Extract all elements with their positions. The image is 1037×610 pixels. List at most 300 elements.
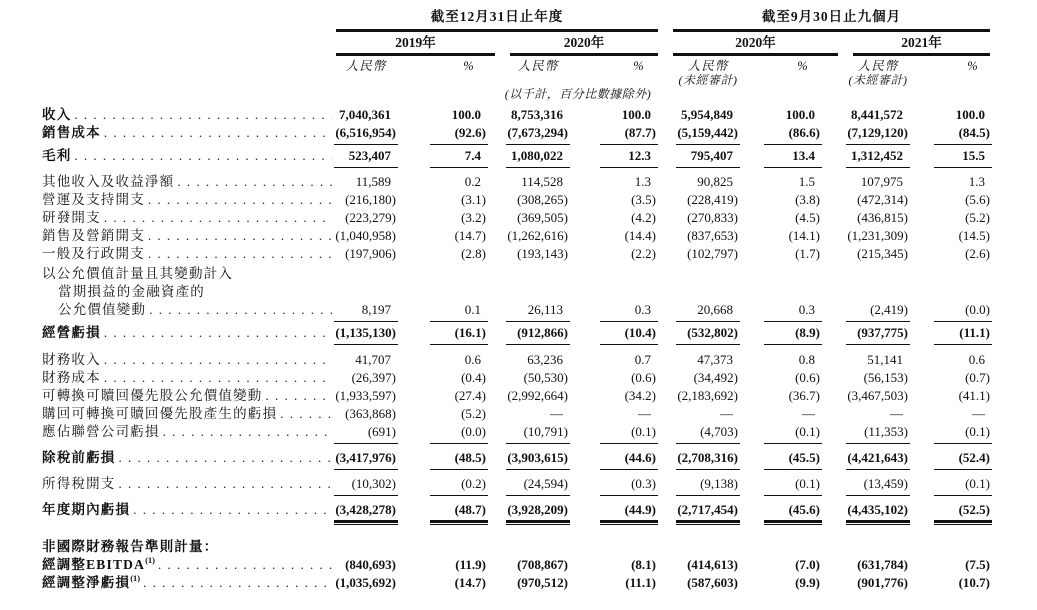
value-cell: 11,589 — [355, 174, 391, 189]
unaudited-note: (未經審計) — [678, 73, 738, 87]
column-rule — [0, 493, 1037, 498]
row-label: 其他收入及收益淨額 — [42, 174, 175, 189]
year-rule — [510, 53, 658, 56]
value-cell: (10.4) — [624, 325, 656, 340]
value-cell: (34.2) — [624, 388, 656, 403]
value-cell: (4,421,643) — [847, 450, 908, 465]
value-cell: 523,407 — [348, 148, 391, 163]
value-cell: (3.2) — [461, 210, 486, 225]
value-cell: (691) — [367, 424, 396, 439]
leader-dots — [104, 124, 332, 142]
row-label: 經調整EBITDA$^{(1)}$ — [42, 555, 155, 572]
value-cell: (48.7) — [454, 502, 486, 517]
rule-segment — [430, 469, 488, 471]
value-cell: (0.0) — [461, 424, 486, 439]
value-cell: (0.1) — [795, 424, 820, 439]
table-row — [0, 209, 1037, 227]
leader-dots — [104, 351, 332, 369]
row-label-cell — [0, 265, 332, 283]
value-cell: 0.3 — [798, 302, 815, 317]
row-label-cell — [0, 556, 332, 574]
value-cell: 47,373 — [697, 352, 733, 367]
value-cell: 15.5 — [962, 148, 985, 163]
table-row — [0, 538, 1037, 556]
value-cell: (27.4) — [454, 388, 486, 403]
rule-segment — [506, 144, 570, 146]
leader-dots — [104, 369, 332, 387]
value-cell: (13,459) — [863, 476, 908, 491]
leader-dots — [104, 209, 332, 227]
value-cell: (10,791) — [523, 424, 568, 439]
rule-segment — [334, 167, 398, 169]
value-cell: (2.2) — [631, 246, 656, 261]
leader-dots — [163, 423, 332, 441]
value-cell: 100.0 — [621, 107, 651, 122]
row-label: 毛利 — [42, 148, 72, 163]
column-rule — [0, 342, 1037, 347]
table-row — [0, 124, 1037, 142]
value-cell: 26,113 — [527, 302, 563, 317]
row-label: 應佔聯營公司虧損 — [42, 424, 160, 439]
rule-segment — [934, 344, 992, 346]
row-label: 可轉換可贖回優先股公允價值變動 — [42, 388, 263, 403]
value-cell: (0.6) — [631, 370, 656, 385]
value-cell: (48.5) — [454, 450, 486, 465]
row-label-cell — [0, 106, 332, 124]
value-cell: (193,143) — [517, 246, 568, 261]
rule-segment — [506, 321, 570, 323]
value-cell: (223,279) — [345, 210, 396, 225]
rule-segment — [934, 443, 992, 445]
rule-segment — [846, 469, 910, 471]
value-cell: (9,138) — [700, 476, 738, 491]
rule-segment — [676, 144, 740, 146]
rule-segment — [934, 495, 992, 497]
rule-segment — [764, 469, 822, 471]
year-header-2020fy: 2020年 — [563, 35, 605, 50]
value-cell: 8,197 — [361, 302, 391, 317]
double-total-rule — [0, 519, 1037, 528]
currency-header: 人民幣 — [345, 59, 387, 73]
table-row — [0, 147, 1037, 165]
row-label: 購回可轉換可贖回優先股產生的虧損 — [42, 406, 278, 421]
value-cell: (14.7) — [454, 228, 486, 243]
row-label-cell — [0, 369, 332, 387]
table-row — [0, 574, 1037, 592]
row-label-cell — [0, 245, 332, 263]
table-row — [0, 501, 1037, 519]
table-row — [0, 405, 1037, 423]
value-cell: — — [802, 406, 815, 421]
value-cell: (4,703) — [700, 424, 738, 439]
rule-segment — [764, 144, 822, 146]
leader-dots — [177, 173, 332, 191]
rule-segment — [430, 344, 488, 346]
value-cell: (52.4) — [958, 450, 990, 465]
value-cell: (45.5) — [788, 450, 820, 465]
value-cell: (0.0) — [965, 302, 990, 317]
row-label-cell — [0, 405, 332, 423]
value-cell: (5.6) — [965, 192, 990, 207]
row-label: 經營虧損 — [42, 325, 101, 340]
row-label: 以公允價值計量且其變動計入 — [42, 266, 234, 281]
value-cell: 0.7 — [634, 352, 651, 367]
rule-segment — [600, 520, 658, 523]
value-cell: (0.4) — [461, 370, 486, 385]
value-cell: — — [550, 406, 563, 421]
table-row — [0, 556, 1037, 574]
percent-header: % — [463, 59, 475, 73]
row-label: 銷售成本 — [42, 125, 101, 140]
row-label: 當期損益的金融資產的 — [58, 284, 205, 299]
value-cell: (3.5) — [631, 192, 656, 207]
rule-segment — [676, 495, 740, 497]
rule-segment — [600, 443, 658, 445]
leader-dots — [119, 475, 333, 493]
units-note: (以千計，百分比數據除外) — [504, 87, 652, 101]
value-cell: (92.6) — [454, 125, 486, 140]
value-cell: (34,492) — [693, 370, 738, 385]
value-cell: (4.5) — [795, 210, 820, 225]
column-rule — [0, 441, 1037, 446]
value-cell: 41,707 — [355, 352, 391, 367]
value-cell: (912,866) — [517, 325, 568, 340]
row-label-cell — [0, 324, 332, 342]
value-cell: 107,975 — [860, 174, 903, 189]
leader-dots — [74, 147, 332, 165]
value-cell: (7.5) — [965, 557, 990, 572]
table-row — [0, 449, 1037, 467]
value-cell: (436,815) — [857, 210, 908, 225]
value-cell: (369,505) — [517, 210, 568, 225]
value-cell: (1,040,958) — [335, 228, 396, 243]
rule-segment — [764, 167, 822, 169]
value-cell: (44.6) — [624, 450, 656, 465]
row-label: 公允價值變動 — [58, 302, 147, 317]
rule-segment — [676, 443, 740, 445]
leader-dots — [119, 449, 333, 467]
percent-header: % — [797, 59, 809, 73]
value-cell: (56,153) — [863, 370, 908, 385]
rule-segment — [764, 443, 822, 445]
row-label-cell — [0, 351, 332, 369]
value-cell: 795,407 — [690, 148, 733, 163]
rule-segment — [934, 321, 992, 323]
row-label-cell — [0, 147, 332, 165]
value-cell: (270,833) — [687, 210, 738, 225]
rule-segment — [846, 344, 910, 346]
year-rule — [853, 53, 990, 56]
unaudited-note: (未經審計) — [848, 73, 908, 87]
period-group-title-9m: 截至9月30日止九個月 — [761, 9, 902, 24]
rule-segment — [846, 495, 910, 497]
table-row — [0, 106, 1037, 124]
row-label-cell — [0, 423, 332, 441]
rule-segment — [506, 495, 570, 497]
table-row — [0, 351, 1037, 369]
value-cell: (3,903,615) — [507, 450, 568, 465]
value-cell: (0.6) — [795, 370, 820, 385]
rule-segment — [506, 469, 570, 471]
rule-segment — [506, 344, 570, 346]
value-cell: 0.2 — [464, 174, 481, 189]
rule-segment — [430, 495, 488, 497]
year-rule — [336, 53, 495, 56]
rule-segment — [846, 443, 910, 445]
value-cell: — — [890, 406, 903, 421]
value-cell: (10.7) — [958, 575, 990, 590]
rule-segment — [600, 144, 658, 146]
value-cell: (14.5) — [958, 228, 990, 243]
row-label-cell — [0, 449, 332, 467]
value-cell: (36.7) — [788, 388, 820, 403]
value-cell: (215,345) — [857, 246, 908, 261]
rule-segment — [430, 520, 488, 523]
value-cell: (7.0) — [795, 557, 820, 572]
rule-segment — [934, 469, 992, 471]
value-cell: 7,040,361 — [339, 107, 391, 122]
value-cell: (0.1) — [795, 476, 820, 491]
value-cell: 63,236 — [527, 352, 563, 367]
rule-segment — [846, 520, 910, 523]
rule-segment — [764, 495, 822, 497]
rule-segment — [764, 344, 822, 346]
table-header — [0, 0, 1037, 106]
value-cell: 1.3 — [634, 174, 651, 189]
row-label-cell — [0, 191, 332, 209]
rule-segment — [334, 520, 398, 523]
row-label: 收入 — [42, 107, 72, 122]
value-cell: 100.0 — [451, 107, 481, 122]
row-label-cell — [0, 173, 332, 191]
value-cell: (5,159,442) — [677, 125, 738, 140]
rule-segment — [846, 144, 910, 146]
rule-segment — [506, 443, 570, 445]
value-cell: (7,673,294) — [507, 125, 568, 140]
row-label-cell — [0, 538, 332, 556]
row-label: 營運及支持開支 — [42, 192, 145, 207]
leader-dots — [148, 191, 332, 209]
value-cell: (197,906) — [345, 246, 396, 261]
currency-header: 人民幣 — [517, 59, 559, 73]
percent-header: % — [967, 59, 979, 73]
header-rule — [673, 29, 990, 32]
row-label: 經調整淨虧損$^{(1)}$ — [42, 573, 141, 590]
value-cell: — — [720, 406, 733, 421]
value-cell: (41.1) — [958, 388, 990, 403]
value-cell: (0.1) — [965, 424, 990, 439]
value-cell: 20,668 — [697, 302, 733, 317]
footnote-ref: (1) — [145, 555, 155, 565]
value-cell: 0.3 — [634, 302, 651, 317]
rule-segment — [934, 167, 992, 169]
rule-segment — [506, 167, 570, 169]
row-label-cell — [0, 283, 332, 301]
value-cell: 51,141 — [867, 352, 903, 367]
value-cell: (1,933,597) — [335, 388, 396, 403]
value-cell: (0.7) — [965, 370, 990, 385]
leader-dots — [74, 106, 332, 124]
value-cell: (8.9) — [795, 325, 820, 340]
value-cell: (0.3) — [631, 476, 656, 491]
value-cell: (631,784) — [857, 557, 908, 572]
row-label-cell — [0, 209, 332, 227]
table-row — [0, 191, 1037, 209]
value-cell: 7.4 — [464, 148, 481, 163]
rule-segment — [600, 469, 658, 471]
row-label-cell — [0, 301, 332, 319]
rule-segment — [334, 443, 398, 445]
value-cell: (6,516,954) — [335, 125, 396, 140]
value-cell: (2,708,316) — [677, 450, 738, 465]
value-cell: (0.1) — [965, 476, 990, 491]
rule-segment — [764, 321, 822, 323]
table-row — [0, 387, 1037, 405]
value-cell: (5.2) — [965, 210, 990, 225]
value-cell: (86.6) — [788, 125, 820, 140]
leader-dots — [158, 556, 332, 574]
currency-header: 人民幣 — [857, 59, 899, 73]
rule-segment — [600, 321, 658, 323]
value-cell: (11,353) — [864, 424, 908, 439]
value-cell: (3,928,209) — [507, 502, 568, 517]
value-cell: (4.2) — [631, 210, 656, 225]
row-label: 財務收入 — [42, 352, 101, 367]
column-rule — [0, 165, 1037, 170]
value-cell: (937,775) — [857, 325, 908, 340]
rule-segment — [676, 321, 740, 323]
value-cell: (102,797) — [687, 246, 738, 261]
column-rule — [0, 467, 1037, 472]
value-cell: (5.2) — [461, 406, 486, 421]
value-cell: 8,441,572 — [851, 107, 903, 122]
rule-segment — [334, 144, 398, 146]
footnote-ref: (1) — [130, 573, 141, 583]
value-cell: (2,717,454) — [677, 502, 738, 517]
value-cell: 1,080,022 — [511, 148, 563, 163]
value-cell: 100.0 — [955, 107, 985, 122]
row-label: 財務成本 — [42, 370, 101, 385]
rule-segment — [430, 167, 488, 169]
rule-segment — [764, 520, 822, 523]
rule-segment — [430, 443, 488, 445]
row-label-cell — [0, 501, 332, 519]
value-cell: (2,183,692) — [677, 388, 738, 403]
percent-header: % — [633, 59, 645, 73]
value-cell: 0.8 — [798, 352, 815, 367]
rule-segment — [676, 520, 740, 523]
value-cell: (44.9) — [624, 502, 656, 517]
value-cell: (2,419) — [870, 302, 908, 317]
row-label-cell — [0, 124, 332, 142]
table-row — [0, 245, 1037, 263]
value-cell: (10,302) — [351, 476, 396, 491]
value-cell: 8,753,316 — [511, 107, 563, 122]
value-cell: 13.4 — [792, 148, 815, 163]
rule-segment — [846, 167, 910, 169]
value-cell: (532,802) — [687, 325, 738, 340]
value-cell: 1.3 — [968, 174, 985, 189]
table-row — [0, 265, 1037, 283]
value-cell: (11.9) — [455, 557, 486, 572]
value-cell: (1,262,616) — [507, 228, 568, 243]
rule-segment — [934, 520, 992, 523]
rule-segment — [506, 520, 570, 523]
row-label-cell — [0, 475, 332, 493]
row-label-cell — [0, 574, 332, 592]
rule-segment — [934, 144, 992, 146]
value-cell: (308,265) — [517, 192, 568, 207]
value-cell: 90,825 — [697, 174, 733, 189]
table-body — [0, 106, 1037, 592]
row-label: 一般及行政開支 — [42, 246, 145, 261]
row-label: 非國際財務報告準則計量： — [42, 539, 219, 554]
rule-segment — [430, 144, 488, 146]
value-cell: (84.5) — [958, 125, 990, 140]
value-cell: (16.1) — [454, 325, 486, 340]
value-cell: (14.1) — [788, 228, 820, 243]
rule-segment — [676, 167, 740, 169]
value-cell: (1,135,130) — [335, 325, 396, 340]
value-cell: (26,397) — [351, 370, 396, 385]
value-cell: (837,653) — [687, 228, 738, 243]
value-cell: (9.9) — [795, 575, 820, 590]
value-cell: — — [638, 406, 651, 421]
value-cell: (414,613) — [687, 557, 738, 572]
value-cell: (87.7) — [624, 125, 656, 140]
rule-segment — [334, 321, 398, 323]
value-cell: (14.4) — [624, 228, 656, 243]
rule-segment — [676, 344, 740, 346]
rule-segment — [430, 321, 488, 323]
table-row — [0, 423, 1037, 441]
value-cell: (3.1) — [461, 192, 486, 207]
rule-segment — [334, 495, 398, 497]
row-label: 年度期內虧損 — [42, 502, 131, 517]
leader-dots — [133, 501, 332, 519]
table-row — [0, 324, 1037, 342]
value-cell: (2,992,664) — [507, 388, 568, 403]
value-cell: 100.0 — [785, 107, 815, 122]
row-label: 銷售及營銷開支 — [42, 228, 145, 243]
row-label-cell — [0, 387, 332, 405]
year-header-2020-9m: 2020年 — [735, 35, 776, 50]
leader-dots — [104, 324, 332, 342]
period-group-title-fy: 截至12月31日止年度 — [430, 9, 564, 24]
leader-dots — [149, 301, 332, 319]
rule-segment — [600, 167, 658, 169]
value-cell: (11.1) — [625, 575, 656, 590]
table-row — [0, 173, 1037, 191]
value-cell: 0.6 — [968, 352, 985, 367]
header-rule — [336, 29, 658, 32]
rule-segment — [846, 321, 910, 323]
rule-segment — [600, 344, 658, 346]
rule-segment — [334, 344, 398, 346]
table-row — [0, 301, 1037, 319]
value-cell: (14.7) — [454, 575, 486, 590]
value-cell: (1,035,692) — [335, 575, 396, 590]
row-label: 研發開支 — [42, 210, 101, 225]
value-cell: (52.5) — [958, 502, 990, 517]
value-cell: (0.1) — [631, 424, 656, 439]
value-cell: (0.2) — [461, 476, 486, 491]
value-cell: (45.6) — [788, 502, 820, 517]
value-cell: (840,693) — [345, 557, 396, 572]
value-cell: 5,954,849 — [681, 107, 733, 122]
row-label: 所得稅開支 — [42, 476, 116, 491]
value-cell: (216,180) — [345, 192, 396, 207]
